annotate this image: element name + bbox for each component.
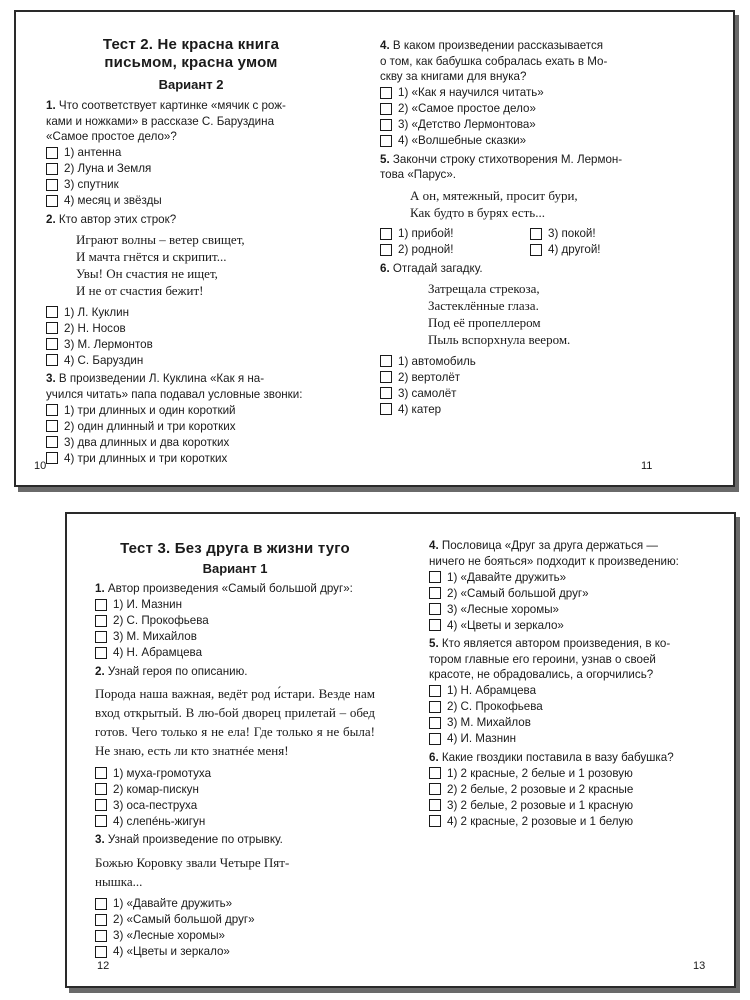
answer-checkbox[interactable] [46, 163, 58, 175]
test3-q3-options [95, 896, 375, 960]
answer-checkbox[interactable] [429, 701, 441, 713]
answer-checkbox[interactable] [46, 354, 58, 366]
answer-option[interactable] [46, 352, 336, 368]
poem-line: Как будто в бурях есть... [410, 204, 545, 220]
poem-line: Под её пропеллером [428, 315, 541, 330]
answer-option[interactable] [46, 450, 336, 466]
answer-label: 2) 2 белые, 2 розовые и 2 красные [447, 782, 634, 796]
test2-title-line1: Тест 2. Не красна книга [102, 36, 280, 53]
answer-checkbox[interactable] [429, 619, 441, 631]
answer-option[interactable] [429, 617, 717, 633]
answer-checkbox[interactable] [380, 387, 392, 399]
answer-checkbox[interactable] [46, 322, 58, 334]
answer-checkbox[interactable] [429, 733, 441, 745]
answer-checkbox[interactable] [429, 799, 441, 811]
test2-question-1 [46, 98, 336, 145]
answer-label: 1) антенна [64, 146, 122, 159]
test3-question-6 [429, 750, 717, 766]
poem-line: И не от счастия бежит! [76, 283, 204, 298]
answer-checkbox[interactable] [380, 135, 392, 147]
answer-option[interactable] [46, 304, 336, 320]
page-number: 13 [693, 960, 706, 972]
page-number: 10 [34, 460, 47, 472]
question-text-line: Пословица «Друг за друга держаться — [441, 539, 658, 552]
riddle-poem [428, 280, 680, 348]
poem-excerpt [410, 187, 680, 221]
test3-question-4 [429, 538, 717, 569]
answer-label: 4) катер [398, 402, 442, 416]
answer-checkbox[interactable] [46, 420, 58, 432]
answer-label: 1) муха-громотуха [113, 766, 212, 780]
answer-checkbox[interactable] [95, 767, 107, 779]
answer-checkbox[interactable] [95, 930, 107, 942]
prose-excerpt [95, 684, 375, 760]
page-number: 12 [97, 960, 110, 972]
answer-option[interactable] [530, 242, 680, 258]
answer-option[interactable] [95, 896, 375, 912]
answer-option[interactable] [95, 765, 375, 781]
answer-label: 1) «Давайте дружить» [447, 570, 567, 584]
answer-option[interactable] [46, 418, 336, 434]
question-text-line: това «Парус». [380, 168, 457, 181]
answer-option[interactable] [46, 193, 336, 209]
answer-label: 4) 2 красные, 2 розовые и 1 белую [447, 814, 634, 828]
answer-option[interactable] [95, 912, 375, 928]
poem-line: Пыль вспорхнула веером. [428, 332, 571, 347]
answer-option[interactable] [429, 683, 717, 699]
answer-option[interactable] [380, 385, 680, 401]
answer-checkbox[interactable] [95, 631, 107, 643]
answer-option[interactable] [46, 145, 336, 161]
answer-label: 4) месяц и звёзды [64, 194, 162, 207]
answer-label: 3) «Лесные хоромы» [447, 602, 559, 616]
answer-label: 2) вертолёт [398, 370, 461, 384]
answer-option[interactable] [95, 781, 375, 797]
answer-checkbox[interactable] [95, 898, 107, 910]
answer-checkbox[interactable] [95, 783, 107, 795]
test2-q1-options [46, 145, 336, 209]
page-10 [46, 36, 336, 466]
answer-label: 4) другой! [548, 243, 601, 256]
test3-q5-options [429, 683, 717, 747]
answer-label: 4) «Цветы и зеркало» [447, 618, 564, 632]
test2-title-line2: письмом, красна умом [104, 54, 278, 71]
poem-line: А он, мятежный, просит бури, [410, 187, 578, 203]
answer-checkbox[interactable] [46, 179, 58, 191]
answer-checkbox[interactable] [46, 338, 58, 350]
answer-option[interactable] [95, 629, 375, 645]
answer-label: 3) М. Михайлов [447, 716, 531, 729]
question-text: Узнай героя по описанию. [107, 664, 248, 678]
test2-q3-options [46, 402, 336, 466]
answer-label: 3) 2 белые, 2 розовые и 1 красную [447, 798, 634, 812]
answer-checkbox[interactable] [380, 355, 392, 367]
answer-label: 2) один длинный и три коротких [64, 419, 236, 433]
answer-checkbox[interactable] [380, 403, 392, 415]
test3-q6-options [429, 765, 717, 829]
prose-text: Порода наша важная, ведёт род и́стари. Везде нам вход открытый. В лю- [95, 686, 375, 720]
answer-checkbox[interactable] [95, 647, 107, 659]
answer-label: 1) «Как я научился читать» [398, 86, 544, 99]
answer-checkbox[interactable] [95, 615, 107, 627]
book-spread-pages-12-13 [65, 512, 736, 988]
answer-option[interactable] [46, 434, 336, 450]
answer-checkbox[interactable] [429, 767, 441, 779]
answer-label: 4) «Цветы и зеркало» [113, 945, 230, 958]
test2-q2-options [46, 304, 336, 368]
question-text-line: ками и ножками» в рассказе С. Баруздина [46, 114, 275, 128]
answer-checkbox[interactable] [380, 103, 392, 115]
answer-option[interactable] [46, 161, 336, 177]
answer-option[interactable] [429, 781, 717, 797]
answer-checkbox[interactable] [46, 147, 58, 159]
answer-label: 2) «Самый большой друг» [113, 913, 255, 926]
question-text-line: Что соответствует картинке «мячик с рож- [58, 99, 286, 112]
question-text-line: о том, как бабушка собралась ехать в Мо- [380, 54, 608, 68]
question-text-line: ничего не бояться» подходит к произведению: [429, 554, 679, 568]
answer-label: 4) «Волшебные сказки» [398, 134, 527, 147]
question-text: Отгадай загадку. [392, 261, 483, 275]
answer-option[interactable] [429, 813, 717, 829]
answer-label: 3) «Детство Лермонтова» [398, 118, 536, 131]
answer-label: 3) покой! [548, 227, 596, 240]
answer-label: 2) родной! [398, 243, 454, 256]
answer-label: 1) 2 красные, 2 белые и 1 розовую [447, 766, 633, 780]
question-text-line: учился читать» папа подавал условные звонки: [46, 387, 303, 401]
question-number: 2. [46, 212, 56, 226]
answer-option[interactable] [429, 601, 717, 617]
test3-question-3 [95, 832, 375, 848]
answer-label: 4) слепéнь-жигун [113, 814, 206, 828]
answer-label: 2) «Самое простое дело» [398, 102, 536, 115]
question-text-line: красоте, не обрадовались, а огорчились? [429, 668, 654, 681]
answer-label: 3) М. Лермонтов [64, 337, 153, 351]
answer-checkbox[interactable] [46, 404, 58, 416]
question-text: Какие гвоздики поставила в вазу бабушка? [441, 750, 674, 764]
question-number: 5. [380, 152, 390, 166]
answer-option[interactable] [429, 585, 717, 601]
answer-option[interactable] [429, 699, 717, 715]
prose-excerpt [95, 853, 375, 891]
answer-checkbox[interactable] [429, 571, 441, 583]
question-number: 1. [95, 582, 105, 595]
answer-checkbox[interactable] [429, 783, 441, 795]
answer-option[interactable] [429, 797, 717, 813]
answer-label: 4) С. Баруздин [64, 353, 144, 367]
answer-label: 4) Н. Абрамцева [113, 646, 203, 659]
question-text: Кто автор этих строк? [58, 212, 177, 226]
answer-label: 1) автомобиль [398, 354, 476, 368]
answer-label: 4) И. Мазнин [447, 732, 517, 745]
test3-q1-options [95, 597, 375, 661]
question-text: Узнай произведение по отрывку. [107, 833, 283, 846]
answer-label: 2) «Самый большой друг» [447, 586, 589, 600]
question-text-line: скву за книгами для внука? [380, 70, 527, 83]
answer-label: 3) самолёт [398, 386, 457, 400]
answer-label: 2) комар-пискун [113, 782, 199, 796]
poem-line: Играют волны – ветер свищет, [76, 232, 245, 247]
answer-option[interactable] [380, 101, 680, 117]
answer-label: 1) три длинных и один короткий [64, 403, 236, 417]
test2-question-2 [46, 212, 336, 228]
answer-checkbox[interactable] [429, 815, 441, 827]
answer-label: 3) два длинных и два коротких [64, 435, 230, 449]
prose-line: Божью Коровку звали Четыре Пят- [95, 854, 290, 870]
answer-option[interactable] [530, 226, 680, 242]
answer-label: 1) Л. Куклин [64, 305, 129, 319]
question-text-line: «Самое простое дело»? [46, 130, 177, 143]
test2-question-6 [380, 261, 680, 277]
answer-option[interactable] [380, 133, 680, 149]
answer-checkbox[interactable] [95, 914, 107, 926]
test3-q2-options [95, 765, 375, 829]
answer-option[interactable] [46, 320, 336, 336]
page-13 [429, 538, 717, 829]
question-text-line: В произведении Л. Куклина «Как я на- [58, 372, 265, 385]
prose-text: Не знаю, есть ли кто знатнée меня! [95, 743, 289, 758]
answer-option[interactable] [46, 177, 336, 193]
question-number: 3. [95, 833, 105, 846]
test2-q4-options [380, 85, 680, 149]
answer-option[interactable] [429, 765, 717, 781]
answer-checkbox[interactable] [380, 228, 392, 240]
question-text: Автор произведения «Самый большой друг»: [107, 582, 353, 595]
test2-q6-options [380, 353, 680, 417]
poem-excerpt [76, 231, 336, 299]
answer-option[interactable] [429, 715, 717, 731]
answer-option[interactable] [380, 401, 680, 417]
answer-label: 3) оса-пеструха [113, 798, 198, 812]
page-12 [95, 540, 375, 960]
answer-checkbox[interactable] [530, 244, 542, 256]
page-number: 11 [641, 460, 653, 472]
answer-label: 1) прибой! [398, 227, 454, 240]
question-text-line: тором главные его героини, узнав о своей [429, 652, 656, 666]
test3-question-1 [95, 581, 375, 597]
answer-label: 2) С. Прокофьева [113, 614, 209, 627]
poem-line: Застеклённые глаза. [428, 298, 539, 313]
answer-checkbox[interactable] [530, 228, 542, 240]
answer-option[interactable] [380, 242, 530, 258]
test3-q4-options [429, 569, 717, 633]
answer-checkbox[interactable] [46, 306, 58, 318]
answer-option[interactable] [95, 797, 375, 813]
question-text-line: В каком произведении рассказывается [392, 39, 604, 52]
answer-option[interactable] [46, 336, 336, 352]
answer-label: 2) С. Прокофьева [447, 700, 543, 713]
answer-label: 3) «Лесные хоромы» [113, 929, 225, 942]
answer-checkbox[interactable] [429, 587, 441, 599]
test2-q5-options [380, 226, 680, 258]
test3-variant: Вариант 1 [202, 561, 268, 576]
poem-line: Увы! Он счастия не ищет, [76, 266, 218, 281]
answer-option[interactable] [380, 85, 680, 101]
page-11 [380, 38, 680, 417]
test2-question-4 [380, 38, 680, 85]
question-number: 4. [380, 39, 390, 52]
answer-checkbox[interactable] [95, 946, 107, 958]
poem-line: И мачта гнётся и скрипит... [76, 249, 227, 264]
answer-option[interactable] [429, 569, 717, 585]
answer-checkbox[interactable] [429, 685, 441, 697]
test2-question-3 [46, 371, 336, 402]
answer-label: 2) Луна и Земля [64, 162, 152, 175]
answer-checkbox[interactable] [95, 815, 107, 827]
answer-option[interactable] [380, 369, 680, 385]
answer-checkbox[interactable] [95, 599, 107, 611]
answer-option[interactable] [46, 402, 336, 418]
answer-checkbox[interactable] [46, 452, 58, 464]
answer-checkbox[interactable] [429, 603, 441, 615]
answer-option[interactable] [95, 613, 375, 629]
answer-checkbox[interactable] [380, 87, 392, 99]
answer-checkbox[interactable] [380, 244, 392, 256]
answer-label: 1) И. Мазнин [113, 598, 183, 611]
answer-option[interactable] [95, 597, 375, 613]
answer-option[interactable] [380, 226, 530, 242]
question-text-line: Кто является автором произведения, в ко- [441, 637, 671, 650]
question-number: 2. [95, 664, 105, 678]
answer-label: 1) Н. Абрамцева [447, 684, 537, 697]
answer-checkbox[interactable] [380, 371, 392, 383]
test2-variant: Вариант 2 [158, 77, 224, 92]
question-number: 6. [380, 261, 390, 275]
answer-option[interactable] [429, 731, 717, 747]
prose-text: бой дворец прилетай – обед готов. Чего только я не ела! Где только я не была! [95, 705, 376, 739]
answer-label: 3) М. Михайлов [113, 630, 197, 643]
question-number: 6. [429, 750, 439, 764]
answer-option[interactable] [95, 813, 375, 829]
prose-line: нышка... [95, 873, 143, 889]
poem-line: Затрещала стрекоза, [428, 281, 540, 296]
answer-label: 4) три длинных и три коротких [64, 451, 228, 465]
answer-option[interactable] [380, 117, 680, 133]
answer-checkbox[interactable] [429, 717, 441, 729]
answer-checkbox[interactable] [46, 195, 58, 207]
test3-question-2 [95, 664, 375, 680]
answer-option[interactable] [95, 944, 375, 960]
test2-question-5 [380, 152, 680, 183]
answer-label: 3) спутник [64, 178, 119, 191]
answer-option[interactable] [95, 645, 375, 661]
answer-label: 2) Н. Носов [64, 321, 126, 335]
question-text-line: Закончи строку стихотворения М. Лермон- [392, 152, 623, 166]
test3-title: Тест 3. Без друга в жизни туго [120, 540, 350, 557]
question-number: 1. [46, 99, 56, 112]
book-spread-pages-10-11 [14, 10, 735, 487]
answer-option[interactable] [380, 353, 680, 369]
answer-checkbox[interactable] [380, 119, 392, 131]
test3-question-5 [429, 636, 717, 683]
answer-checkbox[interactable] [46, 436, 58, 448]
question-number: 5. [429, 637, 439, 650]
answer-option[interactable] [95, 928, 375, 944]
question-number: 3. [46, 372, 56, 385]
answer-checkbox[interactable] [95, 799, 107, 811]
question-number: 4. [429, 539, 439, 552]
answer-label: 1) «Давайте дружить» [113, 897, 233, 910]
